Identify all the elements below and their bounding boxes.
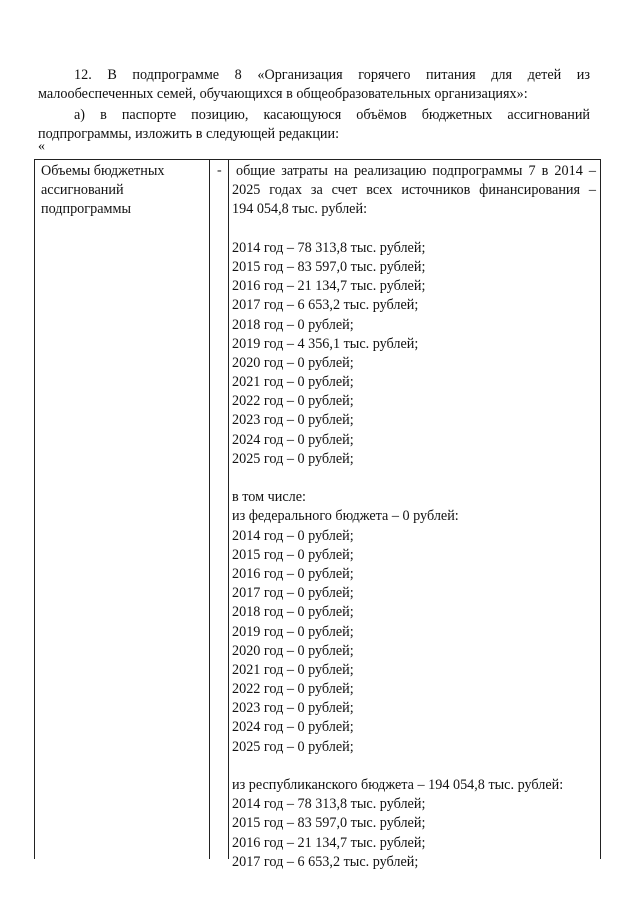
year-line: 2015 год – 83 597,0 тыс. рублей; [232,258,426,275]
year-line: 2019 год – 4 356,1 тыс. рублей; [232,335,419,352]
year-line: 2022 год – 0 рублей; [232,393,354,410]
year-line: 2018 год – 0 рублей; [232,316,354,333]
year-line: 2023 год – 0 рублей; [232,700,354,717]
year-line: 2020 год – 0 рублей; [232,354,354,371]
total-years-list [232,239,596,469]
paragraph-a-line-2: подпрограммы, изложить в следующей редакции: [38,126,340,142]
year-line: 2021 год – 0 рублей; [232,661,354,678]
republic-years-list [232,795,596,872]
year-line: 2016 год – 21 134,7 тыс. рублей; [232,278,426,295]
year-line: 2017 год – 6 653,2 тыс. рублей; [232,297,419,314]
table-right-border [600,159,601,859]
table-col-divider-2 [228,159,229,859]
year-line: 2023 год – 0 рублей; [232,412,354,429]
opening-quote-mark: « [38,139,45,154]
year-line: 2014 год – 78 313,8 тыс. рублей; [232,239,426,256]
dash-cell: - [217,163,222,178]
right-cell [232,162,596,872]
including-label: в том числе: [232,489,306,506]
left-cell [41,162,164,219]
year-line: 2018 год – 0 рублей; [232,604,354,621]
year-line: 2015 год – 83 597,0 тыс. рублей; [232,815,426,832]
year-line: 2014 год – 78 313,8 тыс. рублей; [232,796,426,813]
republic-label: из республиканского бюджета – 194 054,8 тыс. рублей: [232,777,564,793]
year-line: 2017 год – 0 рублей; [232,585,354,602]
table-col-divider-1 [209,159,210,859]
year-line: 2024 год – 0 рублей; [232,431,354,448]
year-line: 2025 год – 0 рублей; [232,738,354,755]
year-line: 2016 год – 21 134,7 тыс. рублей; [232,834,426,851]
left-label-line: подпрограммы [41,201,131,217]
year-line: 2022 год – 0 рублей; [232,681,354,698]
summary-line: общие затраты на реализацию подпрограммы 7 в 2014 – [236,163,596,179]
year-line: 2015 год – 0 рублей; [232,546,354,563]
year-line: 2024 год – 0 рублей; [232,719,354,736]
left-label-line: ассигнований [41,182,124,198]
federal-years-list [232,527,596,757]
year-line: 2016 год – 0 рублей; [232,565,354,582]
federal-label: из федерального бюджета – 0 рублей: [232,508,459,525]
budget-table [34,159,601,870]
table-top-border [34,159,601,160]
summary-line: 194 054,8 тыс. рублей: [232,201,368,218]
paragraph-12-line-1: 12. В подпрограмме 8 «Организация горячего питания для детей из [74,67,590,83]
paragraph-a-line-1: а) в паспорте позицию, касающуюся объёмов бюджетных ассигнований [74,107,590,123]
year-line: 2014 год – 0 рублей; [232,527,354,544]
year-line: 2025 год – 0 рублей; [232,450,354,467]
year-line: 2017 год – 6 653,2 тыс. рублей; [232,853,419,870]
left-label-line: Объемы бюджетных [41,163,165,179]
summary-line: 2025 годах за счет всех источников финансирования – [232,182,596,199]
year-line: 2021 год – 0 рублей; [232,374,354,391]
year-line: 2020 год – 0 рублей; [232,642,354,659]
year-line: 2019 год – 0 рублей; [232,623,354,640]
table-left-border [34,159,35,859]
paragraph-12-line-2: малообеспеченных семей, обучающихся в общеобразовательных организациях»: [38,86,528,102]
